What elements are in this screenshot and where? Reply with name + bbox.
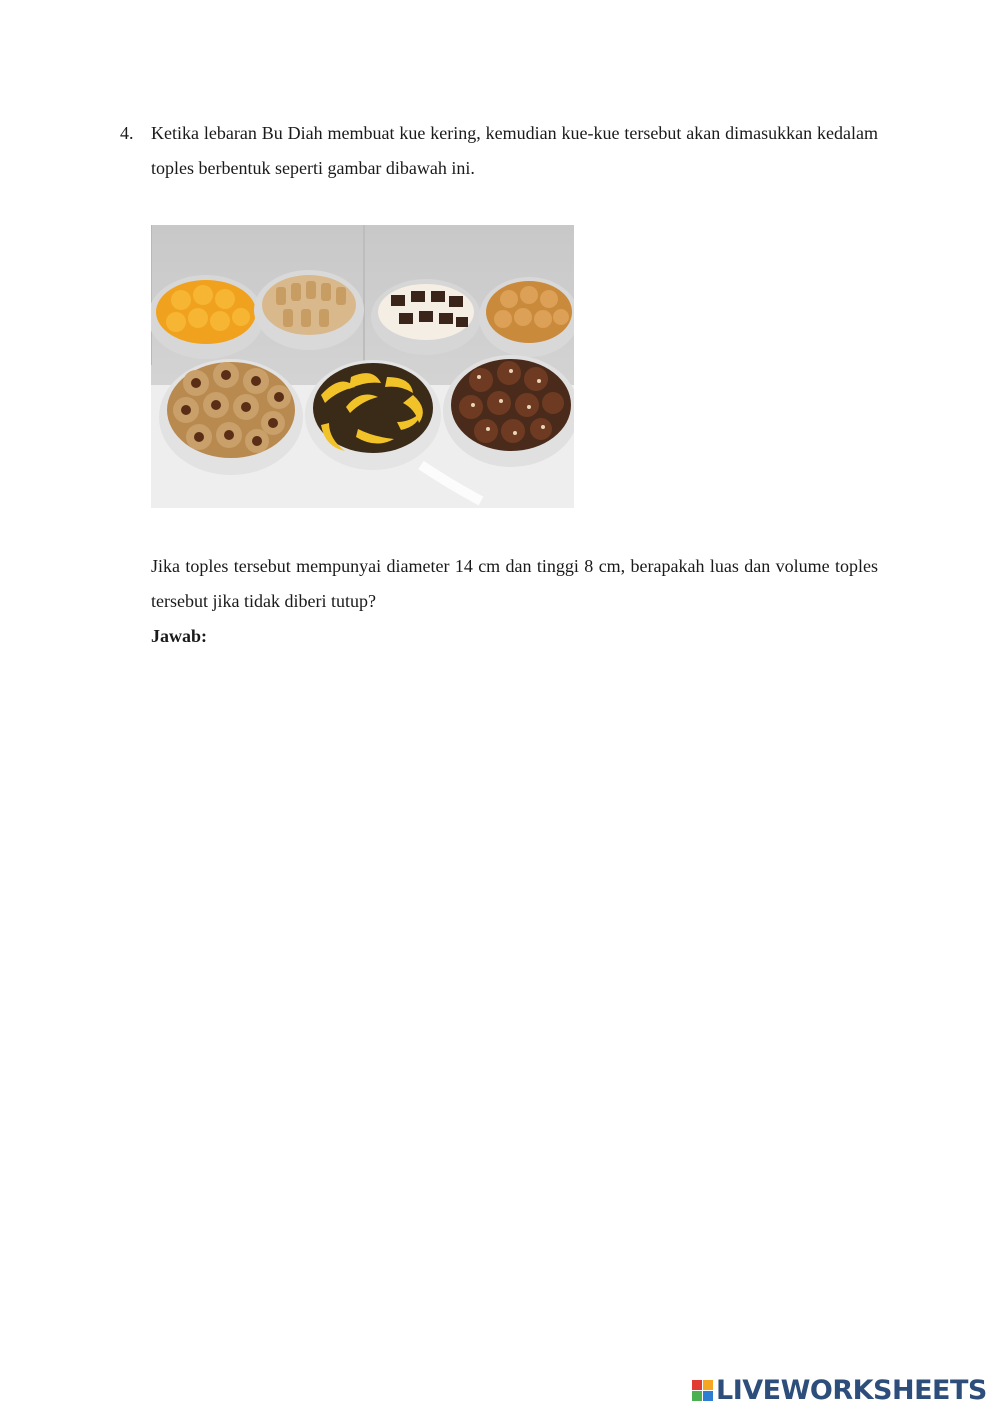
logo-square-blue [703,1391,713,1401]
liveworksheets-logo [692,1373,987,1407]
liveworksheets-wordmark: LIVEWORKSHEETS [716,1374,987,1406]
logo-square-orange [703,1380,713,1390]
question-problem: Jika toples tersebut mempunyai diameter 14 cm dan tinggi 8 cm, berapakah luas dan volume toples tersebut jika tidak diberi tutup? [151,556,878,611]
logo-square-green [692,1391,702,1401]
answer-label: Jawab: [151,626,208,646]
logo-square-red [692,1380,702,1390]
question-intro: Ketika lebaran Bu Diah membuat kue kering, kemudian kue-kue tersebut akan dimasukkan kedalam toples berbentuk seperti gambar dibawah ini. [151,123,878,178]
liveworksheets-logo-icon [692,1380,713,1401]
cookie-jars-photo [151,225,574,508]
question-number: 4. [120,123,134,143]
